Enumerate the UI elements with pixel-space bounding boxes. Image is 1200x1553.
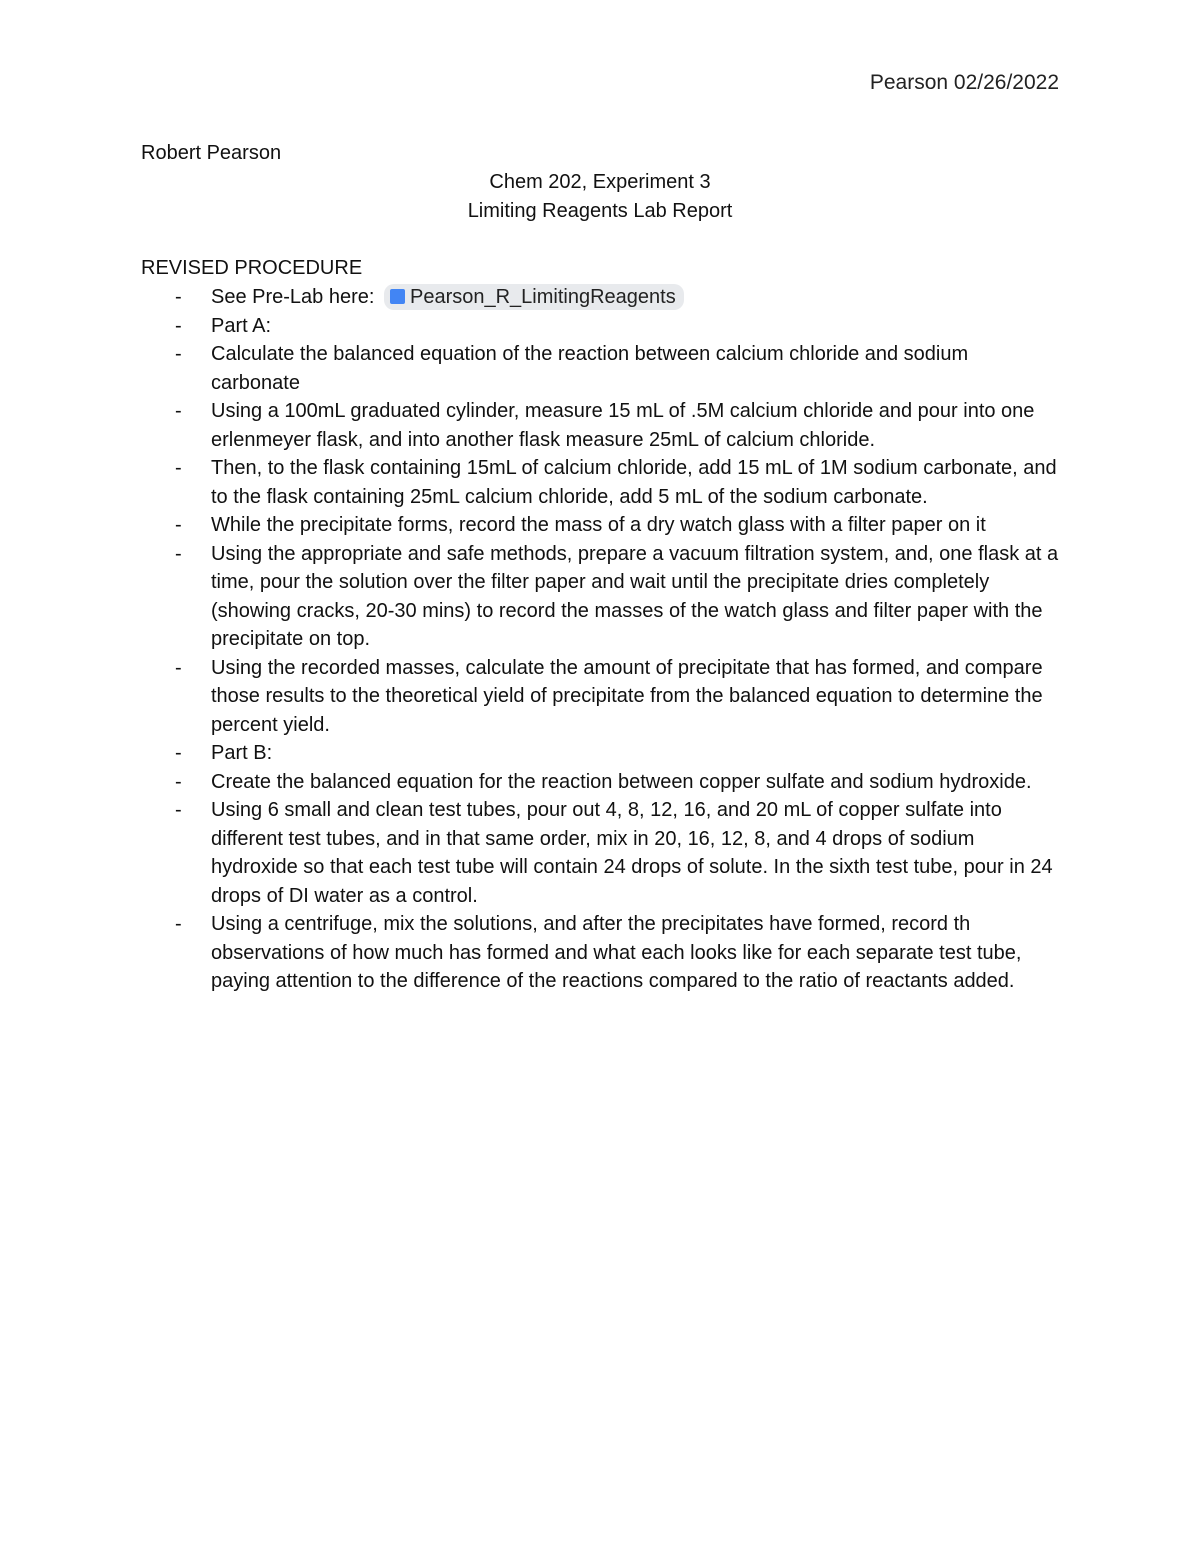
section-heading: REVISED PROCEDURE xyxy=(141,257,363,279)
step-text: Using a 100mL graduated cylinder, measure 15 mL of .5M calcium chloride and pour into one erlenmeyer flask, and into another flask measure 25mL of calcium chloride. xyxy=(211,400,1035,451)
author-name: Robert Pearson xyxy=(141,142,282,164)
prelab-doc-title: Pearson_R_LimitingReagents xyxy=(410,286,676,308)
step-text: Using a centrifuge, mix the solutions, and after the precipitates have formed, record th observations of how much has formed and what each looks like for each separate test tube, paying attention to the difference of the reactions compared to the ratio of reactants added. xyxy=(211,913,1022,992)
step-text: Using the appropriate and safe methods, prepare a vacuum filtration system, and, one flask at a time, pour the solution over the filter paper and wait until the precipitate dries completely (showing cracks, 20-30 mins) to record the masses of the watch glass and filter paper with the precipitate on top. xyxy=(211,542,1059,650)
prelab-label: See Pre-Lab here: xyxy=(211,286,375,308)
step-text: Using the recorded masses, calculate the amount of precipitate that has formed, and compare those results to the theoretical yield of precipitate from the balanced equation to determine the percent yield. xyxy=(211,656,1043,736)
bullet-dash: - xyxy=(175,514,182,536)
google-doc-icon xyxy=(390,289,405,304)
bullet-dash: - xyxy=(175,770,182,793)
bullet-dash: - xyxy=(175,457,182,479)
step-text: Part B: xyxy=(211,742,273,764)
bullet-dash: - xyxy=(175,542,182,565)
step-text: While the precipitate forms, record the mass of a dry watch glass with a filter paper on it xyxy=(211,514,986,536)
page-header: Pearson 02/26/2022 xyxy=(869,71,1059,94)
prelab-doc-link[interactable] xyxy=(384,284,684,310)
list-item xyxy=(141,796,1061,910)
list-item xyxy=(141,910,1061,996)
list-item xyxy=(141,540,1061,654)
bullet-dash: - xyxy=(175,742,182,764)
step-text: Create the balanced equation for the reaction between copper sulfate and sodium hydroxide. xyxy=(211,770,1032,793)
bullet-dash: - xyxy=(175,343,182,365)
step-text: Calculate the balanced equation of the reaction between calcium chloride and sodium carbonate xyxy=(211,343,969,394)
bullet-dash: - xyxy=(175,656,182,679)
bullet-dash: - xyxy=(175,286,182,308)
step-text: Then, to the flask containing 15mL of calcium chloride, add 15 mL of 1M sodium carbonate, and to the flask containing 25mL calcium chloride, add 5 mL of the sodium carbonate. xyxy=(211,457,1057,508)
title-block xyxy=(0,168,1200,225)
bullet-dash: - xyxy=(175,799,182,821)
bullet-dash: - xyxy=(175,314,182,337)
bullet-dash: - xyxy=(175,913,182,935)
list-item xyxy=(141,312,1061,341)
step-text: Using 6 small and clean test tubes, pour out 4, 8, 12, 16, and 20 mL of copper sulfate into different test tubes, and in that same order, mix in 20, 16, 12, 8, and 4 drops of sodium hydroxide so that each test tube will contain 24 drops of solute. In the sixth test tube, pour in 24 drops of DI water as a control. xyxy=(211,799,1053,907)
step-text: Part A: xyxy=(211,314,272,337)
list-item xyxy=(141,739,1061,768)
list-item xyxy=(141,654,1061,740)
list-item xyxy=(141,768,1061,797)
list-item-prelab xyxy=(141,283,1061,312)
bullet-dash: - xyxy=(175,400,182,422)
list-item xyxy=(141,454,1061,511)
course-title: Chem 202, Experiment 3 xyxy=(489,171,711,193)
report-title: Limiting Reagents Lab Report xyxy=(467,199,733,222)
list-item xyxy=(141,511,1061,540)
list-item xyxy=(141,397,1061,454)
procedure-list xyxy=(141,283,1061,996)
list-item xyxy=(141,340,1061,397)
